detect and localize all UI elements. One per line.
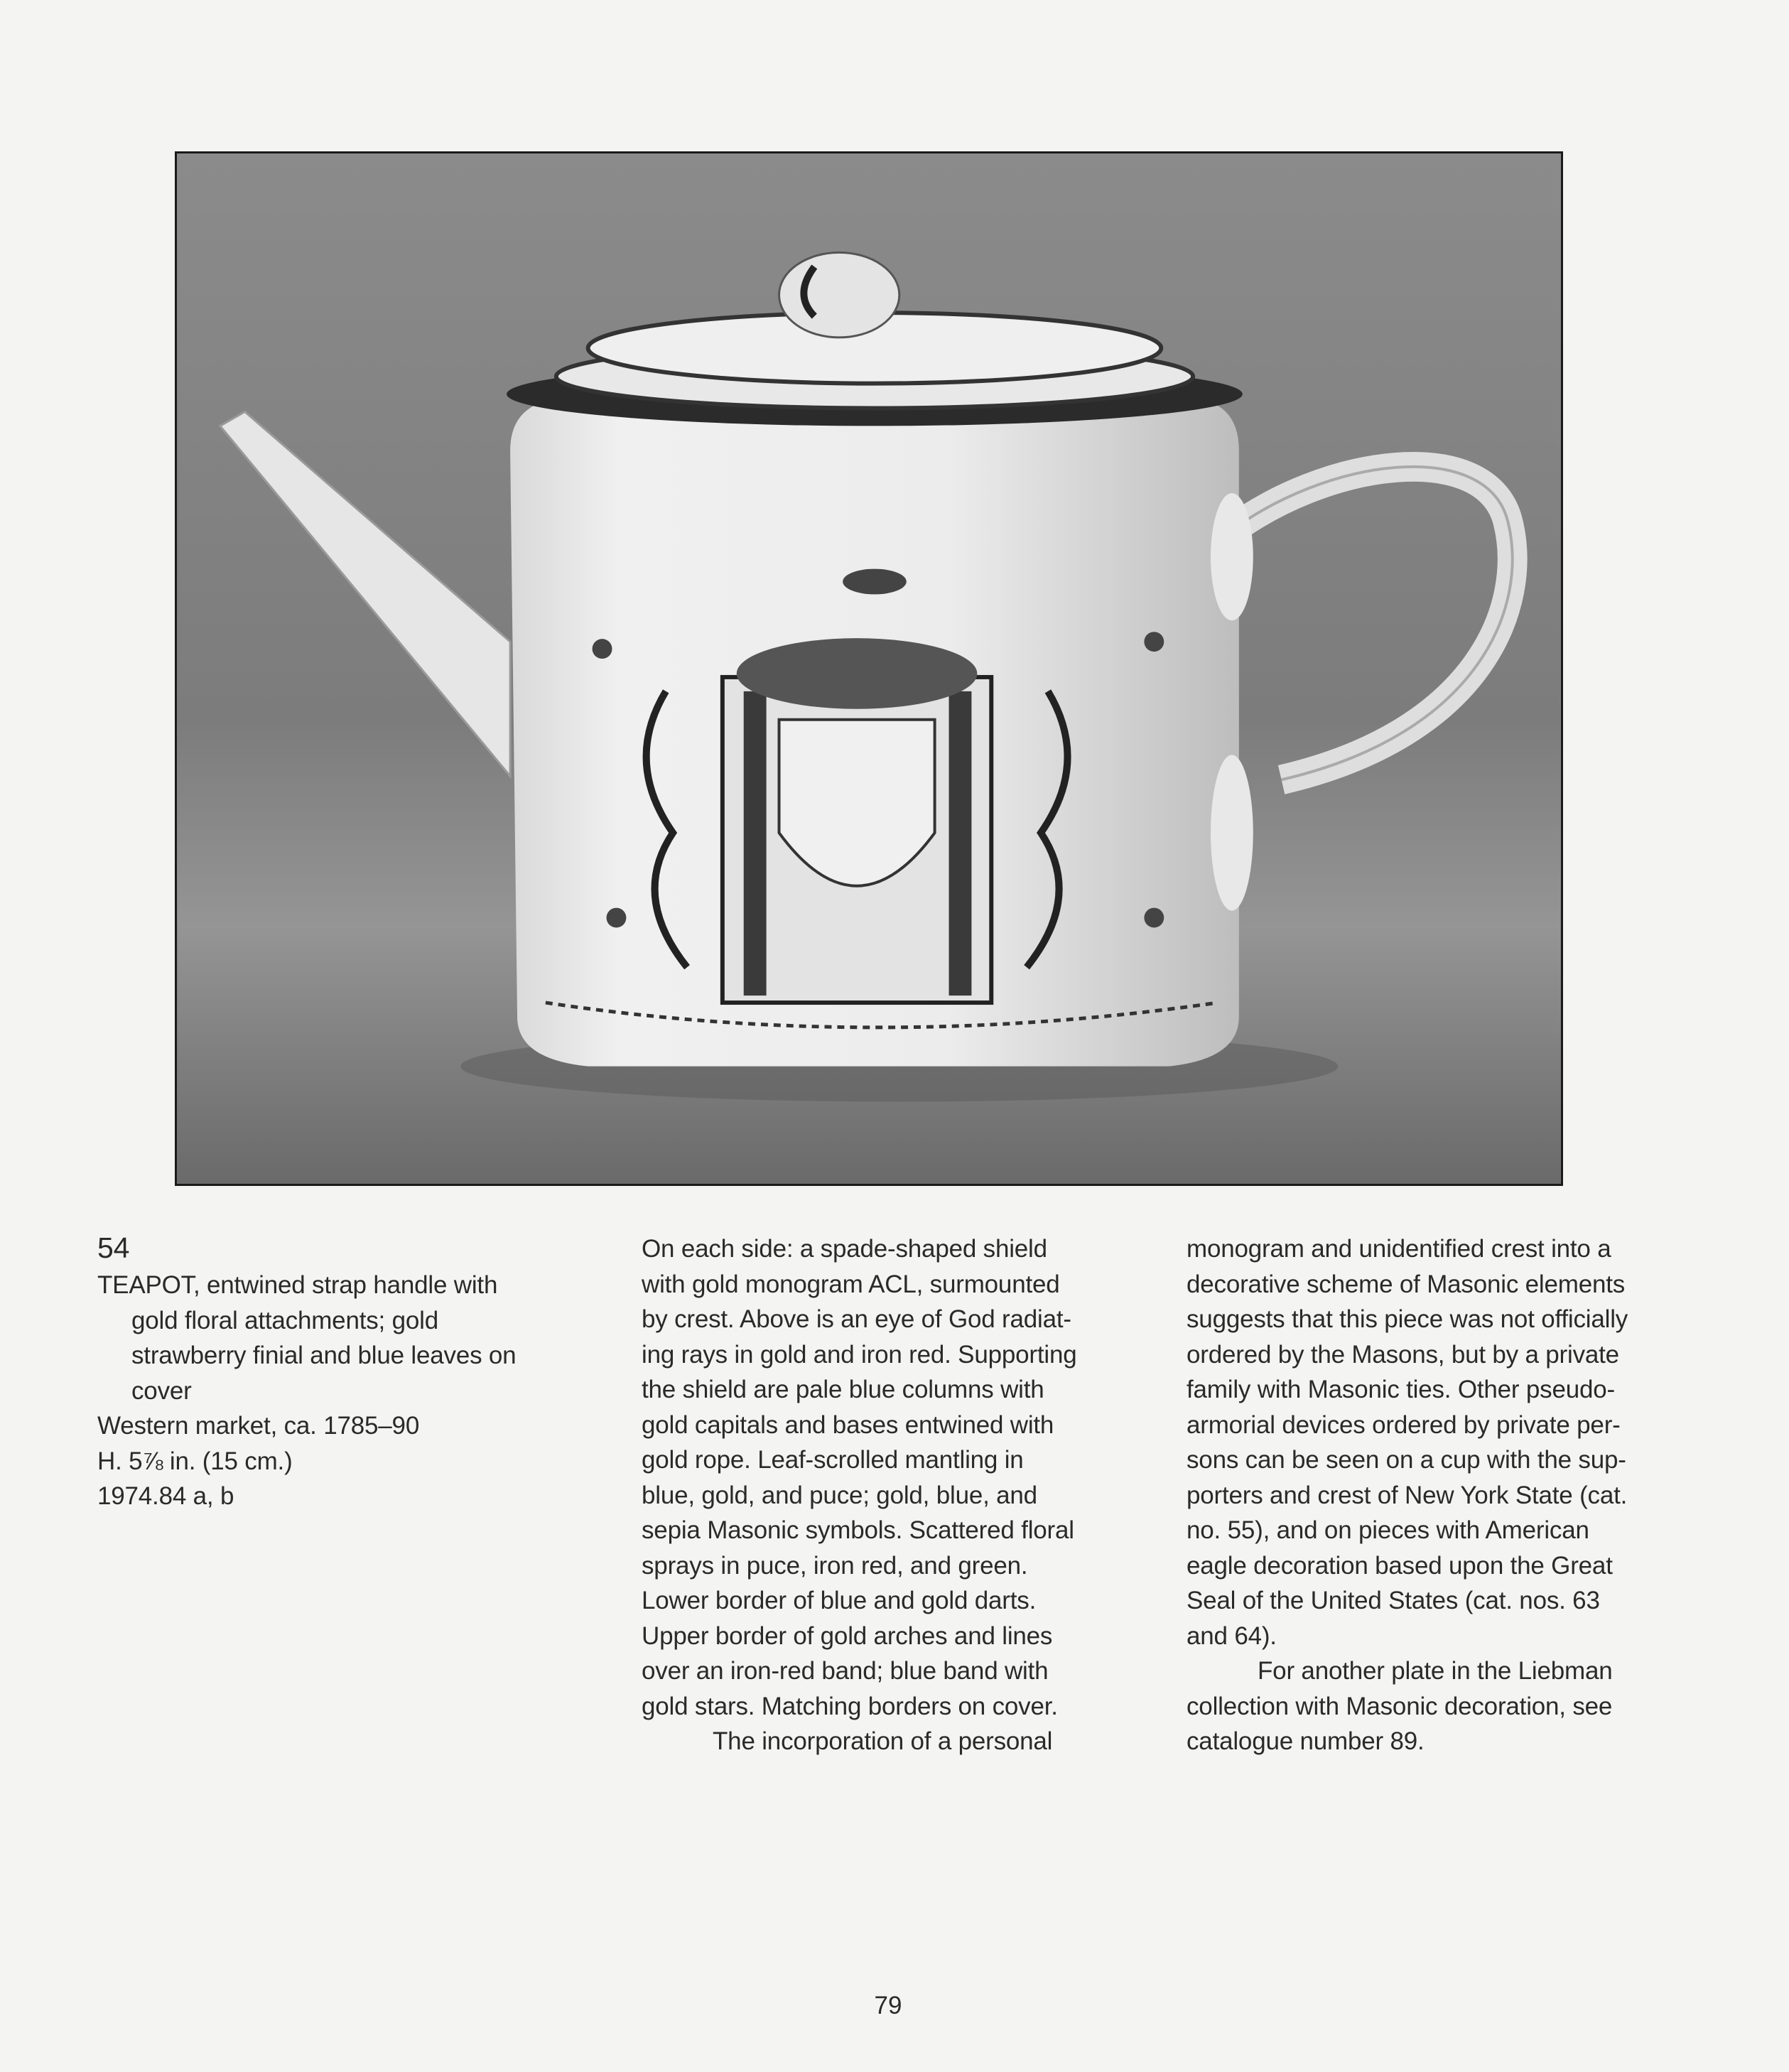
page-number: 79 bbox=[874, 1992, 902, 2019]
entry-title-line-3: strawberry finial and blue leaves on bbox=[131, 1342, 517, 1369]
text-line: sepia Masonic symbols. Scattered floral bbox=[642, 1516, 1074, 1544]
text-line: family with Masonic ties. Other pseudo- bbox=[1187, 1376, 1615, 1403]
text-line: ing rays in gold and iron red. Supporting bbox=[642, 1340, 1077, 1369]
text-line: gold rope. Leaf-scrolled mantling in bbox=[642, 1446, 1024, 1474]
text-line: sons can be seen on a cup with the sup- bbox=[1187, 1446, 1626, 1474]
entry-title-line-2: gold floral attachments; gold bbox=[131, 1306, 438, 1334]
text-line: gold stars. Matching borders on cover. bbox=[642, 1692, 1058, 1720]
text-line: blue, gold, and puce; gold, blue, and bbox=[642, 1481, 1037, 1509]
text-line: with gold monogram ACL, surmounted bbox=[642, 1270, 1060, 1298]
text-line: collection with Masonic decoration, see bbox=[1187, 1692, 1613, 1720]
entry-market: Western market, ca. 1785–90 bbox=[97, 1412, 420, 1440]
text-line: by crest. Above is an eye of God radiat- bbox=[642, 1305, 1071, 1333]
text-line: gold capitals and bases entwined with bbox=[642, 1410, 1054, 1439]
text-line: over an iron-red band; blue band with bbox=[642, 1657, 1049, 1685]
text-line: decorative scheme of Masonic elements bbox=[1187, 1270, 1626, 1298]
text-line: and 64). bbox=[1187, 1622, 1277, 1650]
text-line: suggests that this piece was not officially bbox=[1187, 1305, 1628, 1333]
text-line: On each side: a spade-shaped shield bbox=[642, 1235, 1047, 1263]
text-line: eagle decoration based upon the Great bbox=[1187, 1551, 1613, 1580]
text-line: The incorporation of a personal bbox=[713, 1727, 1053, 1755]
entry-height: H. 5⅞ in. (15 cm.) bbox=[97, 1447, 293, 1475]
text-line: monogram and unidentified crest into a bbox=[1187, 1235, 1611, 1263]
entry-column bbox=[97, 1228, 566, 1514]
description-column-1 bbox=[642, 1231, 1139, 1759]
description-column-2 bbox=[1187, 1231, 1684, 1759]
text-line: ordered by the Masons, but by a private bbox=[1187, 1340, 1619, 1369]
text-line: sprays in puce, iron red, and green. bbox=[642, 1551, 1028, 1580]
text-line: Upper border of gold arches and lines bbox=[642, 1622, 1053, 1650]
text-line: Seal of the United States (cat. nos. 63 bbox=[1187, 1587, 1600, 1614]
text-line: catalogue number 89. bbox=[1187, 1727, 1425, 1755]
catalogue-number: 54 bbox=[97, 1231, 130, 1264]
text-line: the shield are pale blue columns with bbox=[642, 1376, 1044, 1403]
entry-title-line-4: cover bbox=[131, 1376, 192, 1405]
entry-title-line-1: TEAPOT, entwined strap handle with bbox=[97, 1271, 498, 1299]
teapot-photograph bbox=[175, 151, 1563, 1186]
text-line: no. 55), and on pieces with American bbox=[1187, 1516, 1589, 1544]
text-line: Lower border of blue and gold darts. bbox=[642, 1587, 1037, 1614]
text-line: armorial devices ordered by private per- bbox=[1187, 1410, 1621, 1439]
entry-accession: 1974.84 a, b bbox=[97, 1482, 234, 1510]
text-line: For another plate in the Liebman bbox=[1258, 1657, 1613, 1685]
text-line: porters and crest of New York State (cat. bbox=[1187, 1481, 1628, 1509]
